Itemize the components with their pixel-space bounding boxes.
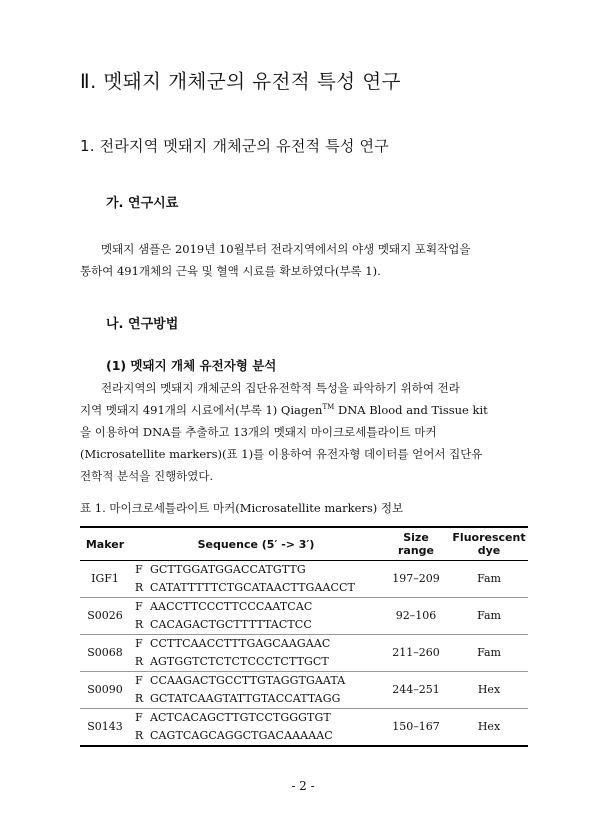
table-row — [80, 598, 528, 617]
reverse-sequence: CACAGACTGCTTTTTACTCC — [150, 618, 312, 631]
header-size-range: Size range — [397, 531, 434, 557]
marker-name: IGF1 — [91, 572, 119, 585]
primer-direction: F — [135, 674, 143, 687]
reverse-sequence: CAGTCAGCAGGCTGACAAAAAC — [150, 729, 333, 742]
chapter-heading: Ⅱ. 멧돼지 개체군의 유전적 특성 연구 — [80, 70, 402, 93]
reverse-sequence: CATATTTTTCTGCATAACTTGAACCT — [150, 581, 355, 594]
paragraph-line: 통하여 491개체의 근육 및 혈액 시료를 확보하였다(부록 1). — [80, 264, 381, 278]
primer-direction: F — [135, 563, 143, 576]
forward-sequence: AACCTTCCCTTCCCAATCAC — [150, 600, 313, 613]
fluorescent-dye: Hex — [477, 720, 501, 733]
fluorescent-dye: Fam — [477, 572, 501, 585]
size-range: 244–251 — [392, 683, 440, 696]
table-caption: 표 1. 마이크로세틀라이트 마커(Microsatellite markers) 정보 — [80, 501, 404, 515]
table-header-row — [80, 527, 528, 561]
primer-direction: R — [134, 581, 144, 594]
fluorescent-dye: Fam — [477, 646, 501, 659]
section-heading: 1. 전라지역 멧돼지 개체군의 유전적 특성 연구 — [80, 137, 389, 155]
text-run: 지역 멧돼지 491개의 시료에서(부록 1) Qiagen — [80, 403, 323, 417]
marker-name: S0026 — [87, 609, 123, 622]
fluorescent-dye: Hex — [477, 683, 501, 696]
primer-direction: F — [135, 600, 143, 613]
header-maker: Maker — [85, 537, 125, 551]
reverse-sequence: GCTATCAAGTATTGTACCATTAGG — [150, 692, 341, 705]
forward-sequence: CCTTCAACCTTTGAGCAAGAAC — [150, 637, 331, 650]
primer-direction: R — [134, 655, 144, 668]
marker-name: S0143 — [87, 720, 123, 733]
forward-sequence: GCTTGGATGGACCATGTTG — [150, 563, 306, 576]
primer-direction: R — [134, 692, 144, 705]
subsection-heading-methods: 나. 연구방법 — [106, 317, 179, 332]
paragraph-samples — [80, 238, 526, 282]
table-row — [80, 672, 528, 691]
marker-table — [80, 526, 528, 747]
forward-sequence: ACTCACAGCTTGTCCTGGGTGT — [150, 711, 331, 724]
superscript-tm: TM — [322, 403, 335, 412]
text-run: DNA Blood and Tissue kit — [334, 403, 488, 417]
table-row — [80, 635, 528, 654]
size-range: 211–260 — [392, 646, 440, 659]
marker-name: S0068 — [87, 646, 123, 659]
primer-direction: R — [134, 618, 144, 631]
paragraph-line: 을 이용하여 DNA를 추출하고 13개의 멧돼지 마이크로세틀라이트 마커 — [80, 425, 437, 439]
subsection-heading-samples: 가. 연구시료 — [106, 196, 179, 211]
forward-sequence: CCAAGACTGCCTTGTAGGTGAATA — [150, 674, 346, 687]
fluorescent-dye: Fam — [477, 609, 501, 622]
primer-direction: F — [135, 637, 143, 650]
method-heading-genotype: (1) 멧돼지 개체 유전자형 분석 — [106, 358, 277, 373]
paragraph-line: 멧돼지 샘플은 2019년 10월부터 전라지역에서의 야생 멧돼지 포획작업을 — [101, 242, 471, 256]
header-sequence: Sequence (5′ -> 3′) — [197, 537, 315, 551]
marker-name: S0090 — [87, 683, 123, 696]
table-row — [80, 709, 528, 728]
header-fluorescent-dye: Fluorescent dye — [452, 531, 526, 557]
primer-direction: R — [134, 729, 144, 742]
paragraph-line: (Microsatellite markers)(표 1)를 이용하여 유전자형 데이터를 얻어서 집단유 — [80, 447, 483, 461]
primer-direction: F — [135, 711, 143, 724]
size-range: 197–209 — [392, 572, 440, 585]
paragraph-line: 전라지역의 멧돼지 개체군의 집단유전학적 특성을 파악하기 위하여 전라 — [101, 381, 460, 395]
page-number: - 2 - — [291, 779, 315, 793]
size-range: 92–106 — [395, 609, 437, 622]
paragraph-methods — [80, 377, 526, 487]
reverse-sequence: AGTGGTCTCTCTCCCTCTTGCT — [150, 655, 329, 668]
paragraph-line: 전학적 분석을 진행하였다. — [80, 469, 214, 483]
paragraph-line — [80, 399, 526, 421]
size-range: 150–167 — [392, 720, 440, 733]
table-row — [80, 561, 528, 580]
